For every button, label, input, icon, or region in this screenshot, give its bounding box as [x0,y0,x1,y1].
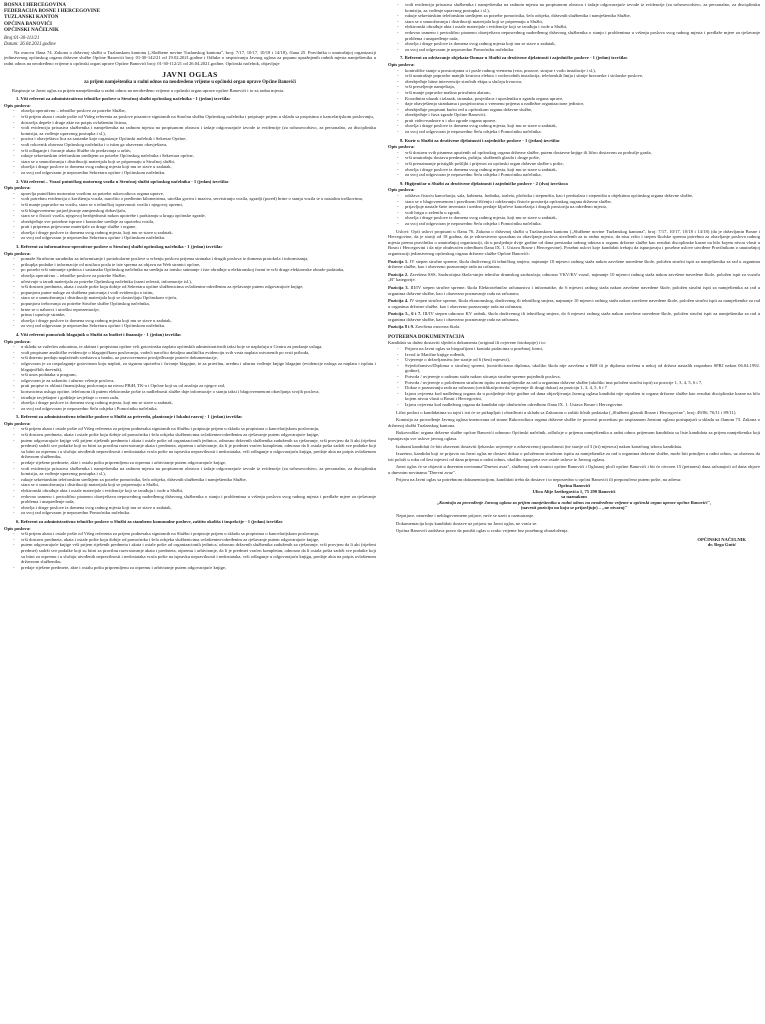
intro-paragraph: Na osnovu člana 74. Zakona o državnoj službi u Tuzlanskom kantonu („Službene novine Tuzlanskog kantona", broj: 7/17, 10/17, 10/18 i 14/18), člana 25. Pravilnika o unutrašnjoj organizaciji jedinstvenog općinskog organa državne službe Općine Banovići broj: 01-30-142/21 od 19.02.2021.godine i Odluke o raspisivanju Javnog oglasa za popunu upražnjenih radnih mjesta namještenika u radni odnos na neodređeno vrijeme u općinski organ uprave Općine Banovići broj: 01-30-112/21 od 26.04.2021.godine, Općinski načelnik, objavljuje [4,49,376,67]
position-text: III/IV stepen odnosno KV radnik, škola društvenog ili tehničkog smjera, do 6 mjeseci radnog staža nakon završene navedene škole, položen stručni ispit za namještenika za rad u organima državne službe, kao i obavezno poznavanje rada na računaru, [388,311,760,322]
duty-item: - dostavlja depeše i druge akte na potpis ovlaštenim licima, [18,120,376,126]
duties-label: Opis poslova: [4,525,31,531]
duty-item: - obavlja i druge poslove iz domena svog radnog mjesta koji mu se stave u zadatak, [402,41,760,47]
section-heading: 7. Referent za održavanje objekata-Domar u Službi za društvene djelatnosti i zajedničke poslove - 1 (jedan) izvršilac [400,55,628,61]
duty-item: - odgovoran je za raspolaganje gotovinom koju naplati, za sigurnu upotrebu i čuvanje blagajne, te za pravilnu, urednu i ažurnu vođenje knjige blagajne (evidencije naloga za naplatu i isplatu i blagajničkih dnevnik), [18,361,376,372]
position-entry [388,285,760,296]
duties-label: Opis poslova: [4,102,31,108]
docs-paragraph: Javni oglas će se objaviti u dnevnim novinama"Dnevni avaz", službenoj web stranici općine Banovići i Oglasnoj ploči općine Banovići i bit će otvoren 15 (petnaest) dana računajući od dana objave u dnevnim novinama "Dnevni avaz". [388,464,760,475]
header-line: TUZLANSKI KANTON [4,14,59,21]
duty-item: - obavlja i druge poslove iz domena svog radnog mjesta koji mu se stave u zadatak, [18,505,376,511]
duty-item: - obavlja i druge poslove iz domena svog radnog mjesta, koji mu se stave u zadatak, [402,215,760,221]
position-entry [388,259,760,270]
duties-label: Opis poslova: [4,338,31,344]
docs-paragraph: Lični podaci o kandidatima su tajni i isti će se prikupljati i obrađivati u skladu sa Zakonom o zaštiti ličnih podataka („Službeni glasnik Bosne i Hercegovine", broj: 49/06, 76/11 i 89/11). [396,409,737,415]
document-date: Datum: 26.04.2021.godine [4,42,56,48]
document-number: Broj:01-30-111/21 [4,36,40,42]
duty-item: - za svoj rad odgovaran je neposredno Sekretaru općine i Općinskom načelniku. [18,235,376,241]
duty-item: - za svoj rad odgovaran je neposredno Sekretaru općine i Općinskom načelniku. [18,170,376,176]
position-text: IV stepen stručne spreme, škola ekonomskog, društvenog ili tehničkog smjera, najmanje 10 mjeseci radnog staža nakon završene navedene škole, položen stručni ispit za namještenike za rad u organima državne službe, kao i obavezno poznavanje rada na računaru; [388,298,760,309]
duty-item: - upravlja putničkim motornim vozilom za potrebe rukovodioca organa uprave, [18,191,376,197]
position-text: Završena osnovna škola. [415,324,461,330]
duty-item: - za svoj rad odgovoran je neposredno Šefu odsjeka i Pomoćniku načelnika. [402,221,760,227]
section-heading: 3. Referent za informativno-operativne poslove u Stručnoj službi općinskog načelnika - 1 (jedan) izvršilac [16,244,223,250]
right-column [388,2,760,1018]
duty-item: - kontrolište stanje u prostorijama u i posle radnog vremena (vrta, prozore, sirujue i vodo instalacije i sl.), [402,68,760,74]
duty-item: - vrši preseljenje namještaja, [402,84,760,90]
duty-item: - obezbjeđuje i čuva zgrade Općine Banovići, [402,112,760,118]
duty-item: - redovno usmeno i periodično pismeno obavještava neposrednog nadređenog državnog službenika o stanju i problemima u vršenju poslova svog radnog mjesta i predlaže mjere za rješavanje problema i unapređenje rada, [18,494,376,505]
duty-item: - vodi evidenciju prisustva službenika i namještenika na radnom mjestu na propisanom obrascu i izdaje odgovarajuće izvode iz evidencije (za računovodstvo, za personalno, za disciplinsku komisiju, za vođenje upravnog postupka i sl.), [18,466,376,477]
document-title: JAVNI OGLAS [162,69,218,79]
duty-item: - brine se o nabavci i utrošku reprezentacije, [18,307,376,313]
duties-list [18,191,376,241]
duty-item: - redovno usmeno i periodično pismeno obavještava neposrednog nadređenog državnog službenika o stanju i problemima u vršenju poslova svog radnog mjesta i predlaže mjere za rješavanje problema i unapređenje rada, [402,30,760,41]
duty-item: - vrši blagovremeno prijavljivanje zamjenskog dobavljača, [18,208,376,214]
duty-item: - poziva i obavještava lica za sastanke koje organizuje Općinski načelnik i Sekretar Općine, [18,136,376,142]
position-entry [388,298,760,309]
duty-item: - vrši manje popravke na vozilu, stara se o tehničkoj ispravnosti vozila i njegovoj opremi, [18,202,376,208]
lead-paragraph: Raspisuje se Javni oglas za prijem namještenika u radni odnos na neodređeno vrijeme u općinski organ uprave općine Banovići i to za radna mjesta. [12,87,285,93]
right-sections [388,55,760,226]
duty-item: - obavlja operativno – tehničke poslove za potrebe Službe, [18,108,376,114]
header-line: FEDERACIJA BOSNE I HERCEGOVINE [4,8,101,15]
duty-item: - vodi evidenciju prisustva službenika i namještenika na radnom mjestu na propisanom obrascu i izdaje odgovarajuće izvode iz evidencije (za računovodstvo, za personalno, za disciplinsku komisiju, za vođenje upravnog postupka i sl.), [18,125,376,136]
duty-item: - obavlja operativno – tehničke poslove za potrebe Službe, [18,273,376,279]
duty-item: - prati i priprema prijevozne materijale za druge službe i organe, [18,224,376,230]
closing-paragraph: Neprijave, neuredne i neblagovremene prijave, neće se uzeti u razmatranje. [396,513,535,519]
duty-item: - održava čistoću kancelarija, sala, kabineta, hodnika, toaleta, pločnika i stepeništa, kao i predsalara i stepeništa u objektima općinskog organa državne službe, [402,193,760,199]
address-line-4: „Komisija za provođenje Javnog oglasa za prijem namještenika u radni odnos na neodređeno vrijeme u općinski organ uprave općine Banovići", [436,499,712,505]
duty-item: - za svoj rad odgovoran je neposredno Šefu odsjeka i Pomoćniku načelnika. [18,406,376,412]
duty-item: - obavlja i druge poslove iz domena svog radnog mjesta, koji mu se stave u zadatak, [18,230,376,236]
positions-list [388,259,760,331]
header-line: OPĆINA BANOVIĆI [4,20,52,27]
document-item: - Izjava ovjerena kod nadležnog organa da u posljednje dvije godine od dana objavljivanja Javnog oglasa kandidat nije otpušten iz organa državne službe kao rezultat disciplinske kazne na bilo kojem nivou vlasti u Bosni i Hercegovini, [402,391,760,402]
duties-label: Opis poslova: [4,185,31,191]
duties-label: Opis poslova: [388,144,415,150]
duty-item: - obavlja i druge poslove iz domena svog radnog mjesta, koji mu se stave u zadatak, [402,123,760,129]
docs-intro: Kandidati su dužni dostaviti sljedeća dokumenta (original ili ovjerene fotokopije) i to: [388,340,547,346]
duty-item: - prijavljuje nastale štete inventara i uredno predaje ključeve kancelarija i drugih prostorija na određeno mjesto, [402,204,760,210]
duties-list [18,531,376,570]
duty-item: - stara se o čistoći vozila, njegovoj bezbjednosti nakon upotrebe i parkiranju u krugu općinske zgrade, [18,213,376,219]
duty-item: - vrši dostavu predmeta, akata i ostale pošte koju dobije od pomoćnika i šefa odsjeka službenicima ovlaštenim-određenim za rješavanje putem odgovarajuće knjige, [18,432,376,438]
duties-list [18,256,376,329]
docs-paragraph: Rukovodilac organa državne službe općine Banovići odnosno Općinski načelnik, odlučuje o prijemu namještenika u radni odnos prijemom kandidata sa liste kandidata za prijem namještenika koji ispunjavaju sve uslove javnog oglasa. [388,430,760,441]
duty-item: - vrši dostavu predmeta, akata i ostale pošte koju dobije od Sekretara općine službenicima ovlaštenim-određenim za rješavanje putem odgovarajuće knjige, [18,284,376,290]
duty-item: - rukuje sekretarskim telefonskim uređajem za potrebe Općinskog načelnika i Sekretara općine, [18,153,376,159]
duty-item: - rukuje sekretarskim telefonskim uređajem za potrebe pomoćnika, šefa odsjeka, državnih službenika i namještenika Službe, [402,13,760,19]
position-text: IV stepen stručne spreme, škola društvenog ili tehničkog smjera, najmanje 10 mjeseci radnog staža nakon završene navedene škole, položen stručni ispit za namještenika za rad u organima državne službe, kao i obavezno poznavanje rada na računaru; [388,258,760,270]
position-label: Pozicija 4. [388,298,409,304]
duty-item: - obavlja i druge poslove iz domena svog radnog mjesta, koji mu se stave u zadatak, [18,400,376,406]
duty-item: - popunjava putne naloge za službena putovanja i vodi evidenciju o istim, [18,290,376,296]
section-heading: 5. Referent za administrativno tehničke poslove u Službi za privredu, planiranje i lokalni razvoj - 1 (jedan) izvršilac [16,414,243,420]
address-line-1: Općina Banovići [557,483,591,489]
address-line-2: Ulica Alije Izetbegovića 1, 75 290 Banovići [532,488,616,494]
position-text: III/IV stepen stručne spreme, škola Elektrotehničar računarstva i informatike, do 6 mjeseci radnog staža nakon završene navedene škole, položen stručni ispit za namještenika za rad u organima državne službe, kao i obavezno poznavanje rada na računaru; [388,284,760,296]
signature-name: dr. Bego Gutić [707,542,736,548]
header-line: OPĆINSKI NAČELNIK [4,26,59,33]
duty-item: - putem odgovarajuće knjige vrši prijem riješenih predmeta i akata i ostale pošte od organizacionih jedinica, odnosno državnih službenika zaduženih za rješavanje, vrši provjeru da li akt (riješeni predmet) sadrži sve podatke koji su bitni za pravilnu razvrstavanje akata i predmeta, otpremu i arhiviranje, da li je predmet vraćen kompletan, odnosno da li ostala pošta sadrži sve podatke koji su bitni za otpremu i u slučaju utvrđenih nepravilnosti i nedostataka vraća pošte na ispravku nepravilnosti i nedostataka, vrši odlaganje u odgovarajuću knjigu, predaje akta na potpis ovlaštenom državnom službeniku, [18,542,376,564]
document-item: - Izjava ovjerena kod nadležnog organa da kandidat nije obuhvaćen odredbom člana IX. 1. Ustava Bosne i Hercegovine. [402,402,760,408]
duty-item: - stara se o umnožavanju i distribuciji materijala koji se pripremaju u Službi, [402,19,760,25]
duty-item: - vrši odlaganje i čuvanje akata Službe do predavanja u arhiv, [18,148,376,154]
duty-item: - obavlja i druge poslove iz domena svog radnog mjesta koji mu se stave u zadatak, [18,318,376,324]
duty-item: - vrši dostavu svih pismena upućenih od općinskog organa državne službe, putem dostavne knjige ili lično dostavom za područje grada, [402,150,760,156]
position-entry [388,311,760,322]
duty-item: - putem odgovarajuće knjige vrši prijem riješenih predmeta i akata i ostale pošte od organizacionih jedinica, odnosno državnih službenika zaduženih za rješavanje, vrši provjeru da li akt (riješeni predmet) sadrži sve podatke koji su bitni za pravilnu razvrstavanje akata i predmeta, otpremu i arhiviranje, da li je predmet vraćen kompletan, odnosno da li ostala pošta sadrži sve podatke koji su bitni za otpremu i u slučaju utvrđenih nepravilnosti i nedostataka vraća pošte na ispravku nepravilnosti i nedostataka, vrši odlaganje u odgovarajuću knjigu, predaje akta na potpis ovlaštenom državnom službeniku, [18,438,376,460]
duties-list [18,108,376,175]
document-item: - Izvod iz Matične knjige rođenih, [402,352,760,358]
conditions-paragraph: Uslovi: Opći uslovi propisani u članu 76. Zakona o državnoj službi u Tuzlanskom kantonu („Službene novine Tuzlanskog kantona", broj: 7/17, 10/17, 10/18 i 14/18) (da je državljanin Bosne i Hercegovine, da je stariji od 18 godina, da je zdravstveno sposoban za obavljanje poslova utvrđenih za to radno mjesto, da nisu vršio i stepen školske sprema potrebnu za obavljanje poslova radnog mjesta prema pravilniku o unutrašnjoj organizaciji, da u posljednje dvije godine od dana prestanka radnog odnosa u organu državne službe kao rezultat disciplinske kazne na bilo kojem nivou vlasti u Bosni i Hercegovini i da nije obuhvaćen odredbom člana IX. 1. Ustava Bosne i Hercegovine). Posebni uslovi koje kandidati trebaju da ispunjavaju i posebne uslove utvrđene Pravilnikom o unutrašnjoj organizaciji jedinstvenog općinskog organa državne službe Općine Banovići: [388,228,760,256]
document-header [4,2,376,33]
duty-item: - prima i upućuje stranke, [18,312,376,318]
document-item: - Dokaz o poznavanju rada na računaru (certifikat/potvrda/ uvjerenje ili drugi dokaz) za poziciju 1, 3, 4, 5, 6 i 7 [402,385,760,391]
position-entry [388,272,760,283]
duty-item: - učestvuje u izradi materijala za potrebe Općinskog načelnika (razni referati, informacije isl.), [18,279,376,285]
docs-paragraph: Izabrani kandidati će biti obavezni dostaviti ljekarsko uvjerenje o zdravstvenoj sposobnosti (ne starije od 3 (tri) mjeseca) nakon konačnog izbora kandidata. [396,443,683,449]
duties-label: Opis poslova: [4,250,31,256]
duty-item: - popunjava trebovanja za potrebe Stručne službe Općinskog načelnika, [18,301,376,307]
duty-item: - daje obavještenja strankama i posjetiocima o vremenu prijema u nadležne organizacione jedinice, [402,101,760,107]
header-line: BOSNA I HERCEGOVINA [4,2,66,8]
closing-paragraph: Općina Banovići zadržava pravo da poništi oglas u svako vrijeme bez posebnog obrazloženja. [396,528,569,534]
left-sections [4,96,376,570]
section-heading: 8. Kurir u Službi za društvene djelatnosti i zajedničke poslove - 1 (jedan) izvršilac [400,137,560,143]
document-subtitle: za prijem namještenika u radni odnos na neodređeno vrijeme u općinski organ uprave Općine Banovići [84,79,296,85]
section-heading: 6. Referent za administrativno tehničke poslove u Službi za stambeno komunalne poslove, zaštitu okoliša i inspekcije - 1 (jedan) izvršilac [16,518,283,524]
duty-item: - obezbjeđuje sve potrebne isprave i kontrolne uređaje za upotrebu vozila, [18,219,376,225]
section-heading: 1. Viši referent za administrativno tehničke poslove u Stručnoj službi općinskog načelnika - 1 (jedan) izvršilac [16,96,231,102]
duty-item: - prati propise iz oblasti finansijskog poslovanja na nivou FBiH, TK-a i Općine koji su od značaja za njegov rad, [18,383,376,389]
address-line-3: sa naznakom [561,494,587,500]
duty-item: - rukuje sekretarskim telefonskim uređajem za potrebe pomoćnika, šefa odsjeka, državnih službenika i namještenika Službe, [18,477,376,483]
duty-item: - vrši prijem akata i ostale pošte od Videg referenta za poslove pisarnice signiranih na Stručnu službu Općinskog načelnika i potpisuje prijem u skladu sa propisima o kancelarijskom poslovanju, [18,114,376,120]
duties-list [402,193,760,227]
document-item: - Potvrda / uvjerenje o radnom stažu nakon sticanja stručne spreme pojedinih poslova, [402,374,760,380]
docs-paragraph: Prijava na Javni oglas sa potrebnom dokumentacijom, kandidati treba da dostave i to neposredno u općini Banovići ili preporučeno putem pošte, na adresu: [396,477,682,483]
duties-label: Opis poslova: [388,187,415,193]
position-label: Pozicija 1. [388,258,409,264]
duty-item: - za svoj rad odgovoran je neposredno Šefu odsjeka i Pomoćniku načelnika. [402,172,760,178]
duty-item: - vodi evidenciju prisustva službenika i namještenika na radnom mjestu na propisanom obrascu i izdaje odgovarajuće izvode iz evidencije (za računovodstvo, za personalno, za disciplinsku komisiju, za vođenje upravnog postupka i sl.), [402,2,760,13]
document-item: - Svjedočanstvo/Diploma o stručnoj spremi, (nostrificirana diploma, ukoliko škola nije završena u BiH ili je diploma stečena u nekoj od država nastalih raspadom SFRJ nakon 06.04.1992. godine), [402,363,760,374]
position-label: Pozicija 2. [388,271,409,277]
section-heading: 4. Viši referent pomoćnik blagajnik u Službi za budžet i finansije - 1 (jedan) izvršilac [16,331,182,337]
duty-item: - za svoj rad odgovaran je neposredno Pomoćniku načelnika. [402,47,760,53]
duty-item: - obavlja i druge poslove iz domena svog radnog mjesta, koji mu se stave u zadatak, [402,167,760,173]
duty-item: - za svoj rad odgovoran je neposredno Šefu odsjeka i Pomoćniku načelnika. [402,129,760,135]
duty-item: - obavlja i druge poslove iz domena svog radnog mjesta koji mu se stave u zadatak, [18,164,376,170]
duty-item: - vrši dnevnu predaju naplaćenih sredstava u banku, uz pravovremeno prosljeđivanje prateće dokumentacije, [18,355,376,361]
duty-item: - stara se o umnožavanju i distribuciji materijala koji se pripremaju u Službi, [18,482,376,488]
duty-item: - vrši preuzimanje pristiglih pošiljki i prijenos za općinski organ državne službe s pošte, [402,161,760,167]
duty-item: - po potrebi vrši snimanje sjednica i sastanaka Općinskog načelnika na uređaju za tonsko snimanje i iste obrađuje u elektronskoj formi te vrši druge elektronske obrade podataka, [18,267,376,273]
duty-item: - izrađuje izvještajne i godišnje izvještaje o svom radu, [18,395,376,401]
document-item: - Uvjerenje o državljanstvu (ne starije od 6 (šest) mjeseci), [402,357,760,363]
duties-label: Opis poslova: [388,61,415,67]
closing-paragraph: Dokumentacija koju kandidati dostave uz prijavu na Javni oglas, ne vraća se. [396,520,538,526]
duties-list [18,344,376,411]
duty-item: - stara se o umnožavanju i distribuciji materijala koji se pripremaju u Stručnoj službi, [18,159,376,165]
duty-item: - vrši unutrašnje popravke manjih kvarova elektro i vodovodnih instalacija, telefonskih linija i sitnije bravarske i stolarske poslove, [402,73,760,79]
duty-item: - vrši unos podataka u program, [18,372,376,378]
duty-item: - za svoj rad odgovaran je neposredno Sekretaru općine i Općinskom načelniku. [18,323,376,329]
duty-item: - korisnicima usluga općine, telefonom ili putem elektronske pošte iz nadležnosti službe daje informacije o stanju taksi i blagovremenom obavljanja svojih poslova, [18,389,376,395]
section-heading: 9. Higijeničar u Službi za društvene djelatnosti i zajedničke poslove - 2 (dva) izvršioca [400,180,568,186]
duty-item: - elektronski obrađuje akta i ostale materijale i evidencije koji se izrađuju i vode u Službi, [18,488,376,494]
section-heading: 2. Viši referent – Vozač putničkog motornog vozila u Stručnoj službi općinskog načelnika - 1 (jedan) izvršilac [16,178,229,184]
duty-item: - za svoj rad odgovaran je neposredno Pomoćniku načelnika. [18,510,376,516]
duties-list [402,68,760,135]
address-line-5: (navesti poziciju na koju se prijavljuje) – „ne otvaraj" [520,505,628,511]
closing-paragraphs [388,513,760,534]
duty-item: - vrši prijem akata i ostale pošte od Višeg referenta za prijem podnesaka signiranih na Službu i potpisuje prijem u skladu sa propisima o kancelarijskom poslovanju, [18,531,376,537]
position-label: Pozicija 5., 6 i 7. [388,311,422,317]
duty-item: - vodi rokovnik obaveza Općinskog načelnika i o istim ga obavezno obavještava, [18,142,376,148]
duty-item: - vrši dostavu predmeta, akata i ostale pošte koju dobije od pomoćnika i šefa odsjeka službenicima ovlaštenim-određenim za rješavanje putem odgovarajuće knjige, [18,537,376,543]
duty-item: - pomaže Stručnom saradniku za informisanje i protokolarne poslove u vršenju poslova prijema stranaka i drugih poslova iz domena protokola i informisanja, [18,256,376,262]
duties-label: Opis poslova: [4,420,31,426]
duty-item: - vrši manje popravke mašina priručnim alatom, [402,90,760,96]
left-column [4,2,376,1018]
duty-item: - obezbjeđuje hitne intervencije stručnih ekipa u slučaju kvarova, [402,79,760,85]
duty-item: - stara se o umnožavanju i distribuciji materijala koji se dostavljaju Općinskom vijeću, [18,295,376,301]
signature-title: OPĆINSKI NAČELNIK [697,536,746,542]
duty-item: - Koordinira ulazak i izlazak, stranaka, posjetilaca i uposlenika u zgradu organa uprave, [402,96,760,102]
docs-paragraphs [388,410,760,484]
duty-item: - stara se o blagovremenom i pravilnom čišćenju i održavanju čistoće prostorija općinskog organa državne službe, [402,199,760,205]
continued-duties-list [402,2,760,52]
docs-paragraph: Komisija za provođenje Javnog oglasa imenovana od strane Rukovodioca organa državne službe će provesti proceduru po raspisanom Javnom oglasu postupajući u skladu sa članom 73. Zakona o državnoj službi Tuzlanskog kantona. [388,417,760,428]
duty-item: - predaje riješene predmete, akte i ostalu poštu pripremljenu za otpremu i arhiviranje putem odgovarajuće knjige, [18,460,376,466]
duty-item: - vodi brigu o zelenilu u zgradi, [402,210,760,216]
document-item: - Potvrda / uvjerenje o položenom stručnom ispitu za namještenike za rad u organima državne službe (ukoliko ima položen stručni ispit) za pozicije 1, 3, 4, 5, 6 i 7, [402,380,760,386]
duty-item: - predaje riješene predmete, akte i ostalu poštu pripremljenu za otpremu i arhiviranje putem odgovarajuće knjige, [18,565,376,571]
position-label: Pozicija 8 i 9. [388,324,415,330]
duty-item: - vodi potrebnu evidenciju o korištenju vozila, naročito o pređenim kilometrima, utrošku goriva i maziva, servisiranju vozila, zgradji (pored) brine o stanju vozila te o nastalim troškovima, [18,196,376,202]
duty-item: - u skladu sa važećim zakonima, te aktima i propisima općine vrši gotovinsku naplatu općinskih administrativnih taksi koje se naplaćuju u Centru za pružanje usluga, [18,344,376,350]
duties-list [18,426,376,516]
duties-list [402,150,760,178]
document-item: - Prijava na Javni oglas sa biografijom i kontakt podacima u posebnoj formi, [402,346,760,352]
duty-item: - prikuplja podatke i informacije od nosilaca posla te iste sprema za objavu na Web stranici općine, [18,262,376,268]
docs-paragraph: Izuzetno, kandidat koji se prijavio na Javni oglas ne dostavi dokaz o položenom stručnom ispitu za namještenike za rad u organima državne službe, može biti primljen u radni odnos, uz obavezu da isti položi u roku od šest mjeseci od dana prijema u radni odnos, ukoliko ispunjava sve ostale uslove iz Javnog oglasa. [388,451,760,462]
docs-title: POTREBNA DOKUMENTACIJA [388,334,465,341]
document-meta [4,36,376,48]
duty-item: - vrši prijem akata i ostale pošte od Višeg referenta za prijem podnesaka signiranih na Službu i potpisuje prijem u skladu sa propisima o kancelarijskom poslovanju, [18,426,376,432]
position-entry [388,324,760,330]
position-text: Završena SSS, Saobraćajna škola-smjer tehničar drumskog saobraćaja, odnosno VKV/KV vozač, najmanje 10 mjeseci radnog staža nakon završene navedene škole, položen ispit za vozača „B" kategorije. [388,271,760,283]
duty-item: - vrši unutrašnju dostavu predmeta, poštiju, službenih glasila i druge pošte, [402,155,760,161]
duty-item: - prati video-nadzore u i oko zgrade organa uprave, [402,118,760,124]
position-label: Pozicija 3. [388,284,409,290]
duty-item: - obezbjeđuje propisani kućni red u općinskom organu državne službe, [402,107,760,113]
duty-item: - vodi propisane analitičke evidencije o blagajničkom poslovanju, vodeći naročito detaljnu analitičku evidenciju svih vrsta naplata ostvarenih po vrsti prihoda, [18,350,376,356]
duty-item: - elektronski obrađuje akta i ostale materijale i evidencije koji se izrađuju i vode u Službi, [402,24,760,30]
docs-list [402,346,760,408]
duty-item: - odgovoran je za zakonito i ažurno vršenje poslova, [18,378,376,384]
